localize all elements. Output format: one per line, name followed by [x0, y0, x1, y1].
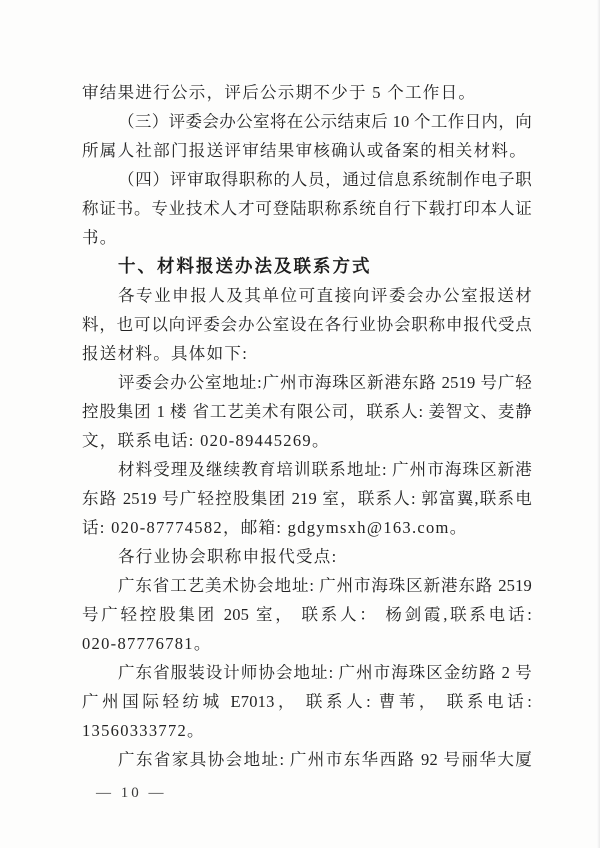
text-line: 文，联系电话: 020-89445269。 [82, 431, 330, 450]
page-number: — 10 — [96, 785, 167, 801]
text-line: 广东省服装设计师协会地址: 广州市海珠区金纺路 2 号 [118, 663, 532, 682]
text-line: 广东省家具协会地址: 广州市东华西路 92 号丽华大厦 [118, 750, 532, 769]
text-line: 13560333772。 [82, 721, 205, 740]
section-heading: 十、材料报送办法及联系方式 [118, 256, 372, 276]
text-line: 称证书。专业技术人才可登陆职称系统自行下载打印本人证 [82, 199, 532, 218]
text-line: 广东省工艺美术协会地址: 广州市海珠区新港东路 2519 [118, 576, 532, 595]
text-line: 所属人社部门报送评审结果审核确认或备案的相关材料。 [82, 141, 527, 160]
text-line: 书。 [82, 228, 118, 247]
text-line: 材料受理及继续教育培训联系地址: 广州市海珠区新港 [118, 460, 532, 479]
text-line: 广州国际轻纺城 E7013， 联系人: 曹苇， 联系电话: [82, 692, 532, 711]
text-line: 控股集团 1 楼 省工艺美术有限公司，联系人: 姜智文、麦静 [82, 402, 532, 421]
text-line: 审结果进行公示，评后公示期不少于 5 个工作日。 [82, 83, 477, 102]
text-line: 020-87776781。 [82, 634, 212, 653]
text-line: 号广轻控股集团 205 室， 联系人： 杨剑霞,联系电话: [82, 605, 532, 624]
text-line: 报送材料。具体如下: [82, 344, 249, 363]
text-line: （三）评委会办公室将在公示结束后 10 个工作日内，向 [118, 112, 532, 131]
text-line: 东路 2519 号广轻控股集团 219 室，联系人: 郭富翼,联系电 [82, 489, 532, 508]
document-body [82, 78, 532, 774]
text-line: 评委会办公室地址:广州市海珠区新港东路 2519 号广轻 [118, 373, 532, 392]
text-line: （四）评审取得职称的人员，通过信息系统制作电子职 [118, 170, 532, 189]
text-line: 料，也可以向评委会办公室设在各行业协会职称申报代受点 [82, 315, 532, 334]
text-line: 话: 020-87774582，邮箱: gdgymsxh@163.com。 [82, 518, 468, 537]
text-line: 各行业协会职称申报代受点: [118, 547, 338, 566]
text-line: 各专业申报人及其单位可直接向评委会办公室报送材 [118, 286, 532, 305]
